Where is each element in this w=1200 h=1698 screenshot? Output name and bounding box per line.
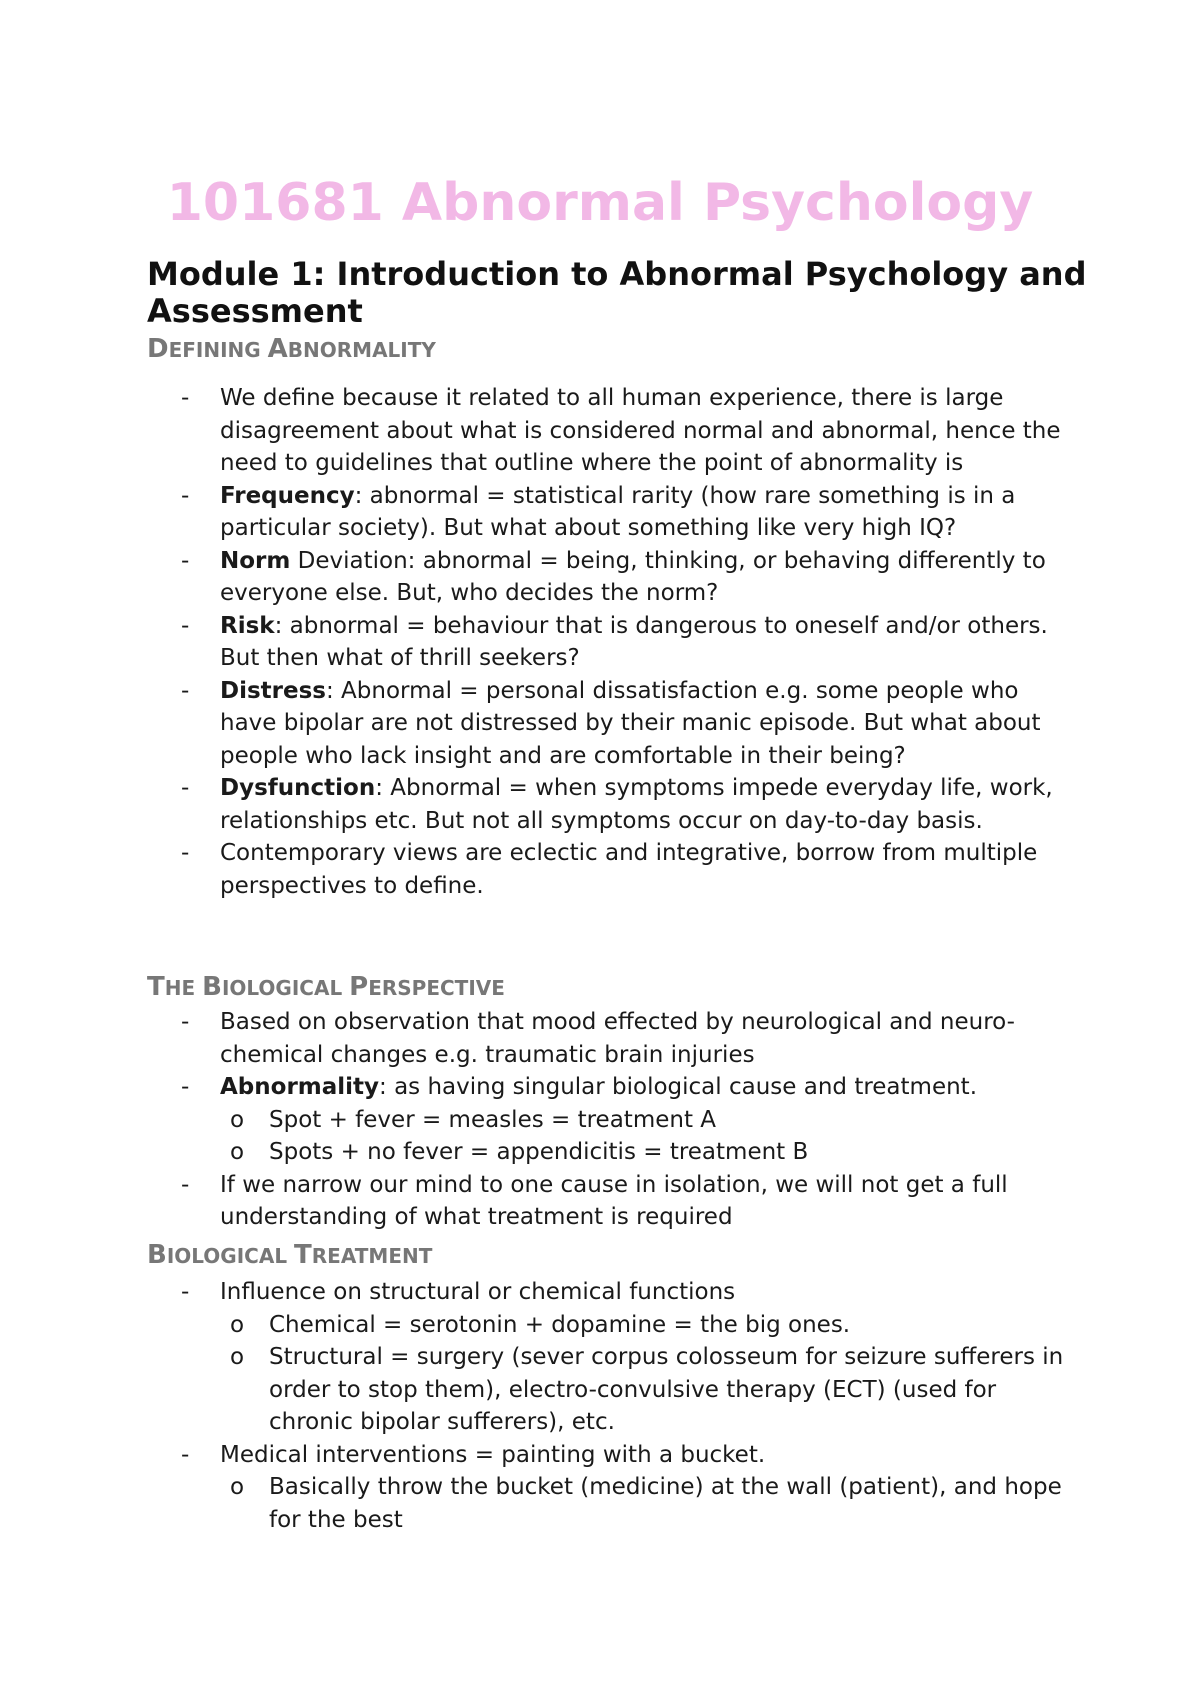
section-heading-biological-treatment [147,1240,432,1271]
list-item-text: We define because it related to all human experience, there is large disagreement about what is considered normal and abnormal, hence the need to guidelines that outline where the point of abnormality is [220,385,1061,476]
list-item [0,837,1070,902]
heading-part: A [267,334,288,364]
heading-part: T [147,972,165,1002]
document-title: 101681 Abnormal Psychology [166,173,1034,233]
list-item-term: Norm [220,547,291,574]
list-item-text: Spot + fever = measles = treatment A [269,1106,717,1133]
bullet-dash: - [181,385,190,411]
module-heading: Module 1: Introduction to Abnormal Psychology and Assessment [147,255,1087,330]
bullet-circle: o [230,1106,245,1133]
list-item-text: : Abnormal = when symptoms impede everyday life, work, relationships etc. But not all symptoms occur on day-to-day basis. [220,775,1053,834]
heading-part: P [349,972,369,1002]
sub-list-item [0,1471,1070,1536]
sub-list-item [0,1136,1070,1169]
heading-part: HE [164,976,203,1000]
list-item [0,1071,1070,1104]
heading-part: IOLOGICAL [221,976,350,1000]
heading-part: BNORMALITY [287,338,436,362]
list-item [0,545,1070,610]
section-heading-biological-perspective [147,972,505,1003]
list-item-term: Dysfunction [220,775,376,801]
bullet-dash: - [181,775,190,801]
list-item-text: Structural = surgery (sever corpus colosseum for seizure sufferers in order to stop them), electro-convulsive therapy (ECT) (used for chronic bipolar sufferers), etc. [269,1344,1064,1435]
list-item-text: Basically throw the bucket (medicine) at the wall (patient), and hope for the best [269,1474,1062,1533]
list-item-text: Chemical = serotonin + dopamine = the big ones. [269,1311,851,1338]
bullet-circle: o [230,1139,245,1165]
sub-list-item [0,1341,1070,1439]
heading-part: T [294,1240,312,1270]
list-item-text: Contemporary views are eclectic and integrative, borrow from multiple perspectives to define. [220,840,1038,899]
bullet-dash: - [181,482,190,509]
bullet-dash: - [181,677,190,704]
list-item [0,480,1070,545]
list-item-text: : Abnormal = personal dissatisfaction e.g. some people who have bipolar are not distressed by their manic episode. But what about people who lack insight and are comfortable in their being? [220,677,1041,769]
list-item [0,1276,1070,1309]
bullet-dash: - [181,1009,190,1035]
list-item-text: : as having singular biological cause and treatment. [379,1074,978,1100]
list-item-text: : abnormal = behaviour that is dangerous to oneself and/or others. But then what of thrill seekers? [220,612,1048,671]
bullet-circle: o [230,1344,245,1370]
list-item-term: Risk [220,612,275,639]
list-item [0,610,1070,675]
list-item [0,382,1070,480]
list-item-text: If we narrow our mind to one cause in isolation, we will not get a full understanding of what treatment is required [220,1171,1008,1230]
heading-part: B [202,972,222,1002]
bullet-circle: o [230,1311,245,1338]
heading-part: REATMENT [311,1244,433,1268]
list-item-text: Spots + no fever = appendicitis = treatment B [269,1139,809,1165]
heading-part: EFINING [168,338,268,362]
heading-part: D [147,334,169,364]
heading-part: ERSPECTIVE [368,976,505,1000]
list-item [0,772,1070,837]
list-item [0,1006,1070,1071]
bullet-circle: o [230,1474,245,1500]
list-item-text: Influence on structural or chemical functions [220,1279,736,1305]
bullet-dash: - [181,1171,190,1198]
sub-list-item [0,1104,1070,1137]
heading-part: IOLOGICAL [166,1244,295,1268]
list-item-text: Medical interventions = painting with a bucket. [220,1441,766,1468]
list-item-text: : abnormal = statistical rarity (how rare something is in a particular society). But what about something like very high IQ? [220,482,1016,541]
heading-part: B [147,1240,167,1270]
bullet-dash: - [181,1074,190,1100]
sub-list-item [0,1309,1070,1342]
list-item-term: Frequency [220,482,355,509]
bullet-dash: - [181,1279,190,1305]
biological-perspective-list [0,1006,1070,1234]
bullet-dash: - [181,840,190,866]
defining-abnormality-list [0,382,1070,902]
section-heading-defining-abnormality [147,334,436,365]
bullet-dash: - [181,612,190,639]
list-item-text: Based on observation that mood effected by neurological and neuro-chemical changes e.g. traumatic brain injuries [220,1009,1015,1068]
list-item-text: Deviation: abnormal = being, thinking, or behaving differently to everyone else. But, who decides the norm? [220,547,1046,606]
list-item [0,675,1070,773]
bullet-dash: - [181,547,190,574]
list-item [0,1439,1070,1472]
list-item [0,1169,1070,1234]
list-item-term: Abnormality [220,1074,380,1100]
bullet-dash: - [181,1441,190,1468]
list-item-term: Distress [220,677,326,704]
biological-treatment-list [0,1276,1070,1536]
